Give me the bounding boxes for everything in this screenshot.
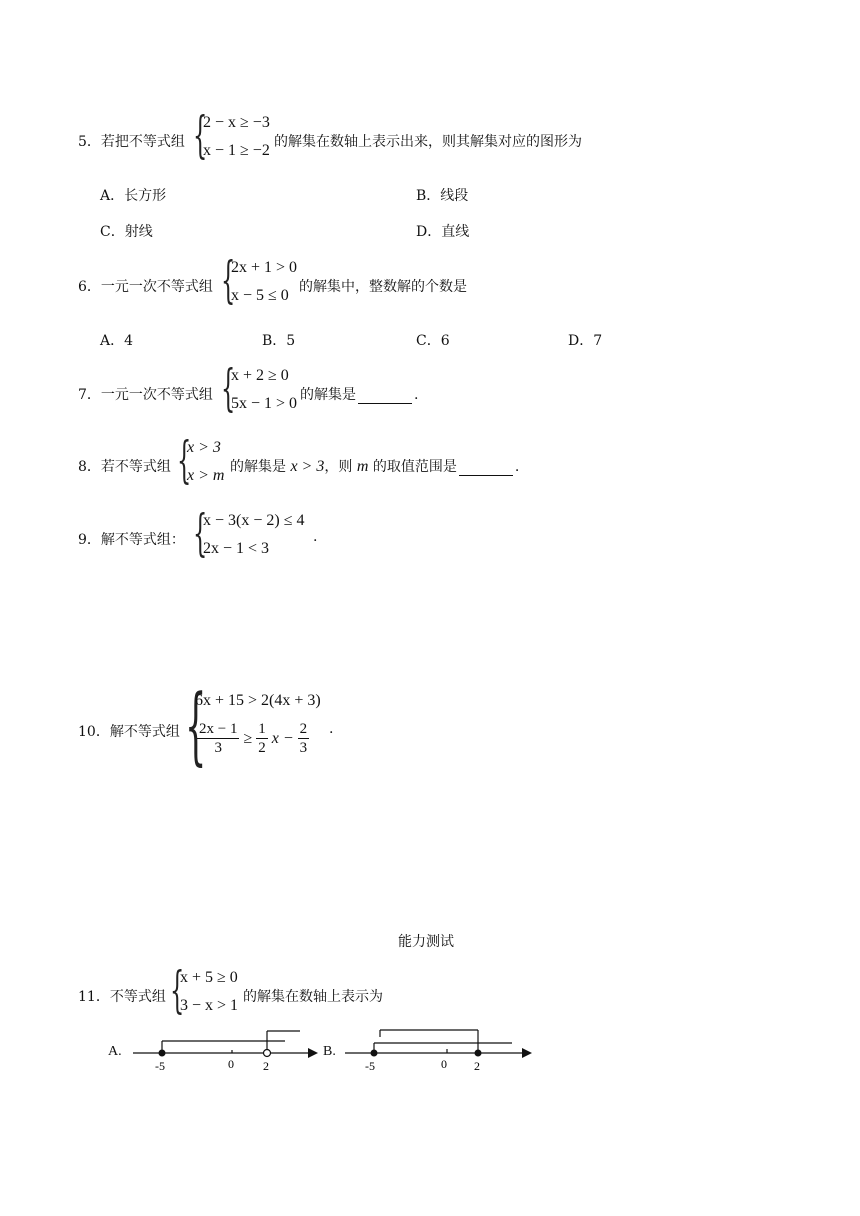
q11-sys-line2: 3 − x > 1 [180, 997, 239, 1014]
q11-option-b-numberline[interactable] [340, 1028, 540, 1076]
q8-suffix: 的取值范围是 [372, 459, 457, 475]
q6-option-b[interactable]: B．5 [262, 333, 296, 349]
q10-sys-line2: $\frac{2x - 1}{3}$ ≥ $\frac{1}{2}$ x − $\frac{2}{3}$ [199, 721, 308, 756]
q11-sys-line1: x + 5 ≥ 0 [180, 969, 238, 986]
q8-sys-line2: x > m [187, 467, 225, 484]
tick-label-2: 2 [263, 1059, 269, 1073]
solid-dot-icon [159, 1050, 166, 1057]
brace-icon: { [170, 961, 185, 1019]
q11-prefix: 11．不等式组 [78, 989, 166, 1005]
q5-prefix: 5．若把不等式组 [78, 134, 185, 150]
q10-prefix: 10．解不等式组 [78, 724, 180, 740]
q9-sys-line2: 2x − 1 < 3 [203, 540, 270, 557]
brace-icon: { [177, 431, 192, 489]
tick-label-neg5: -5 [365, 1059, 375, 1073]
q9-sys-line1: x − 3(x − 2) ≤ 4 [203, 512, 305, 529]
q8-mid-math: x > 3 [290, 458, 325, 475]
q6-option-c[interactable]: C．6 [416, 333, 450, 349]
q5-option-b[interactable]: B．线段 [416, 188, 469, 204]
q11-option-b-label[interactable]: B. [323, 1044, 336, 1059]
q6-sys-line2: x − 5 ≤ 0 [231, 287, 289, 304]
section-title: 能力测试 [398, 934, 454, 950]
q8-end: . [514, 459, 520, 475]
q7-sys-line1: x + 2 ≥ 0 [231, 367, 289, 384]
q6-suffix: 的解集中，整数解的个数是 [299, 279, 467, 295]
q6-option-d[interactable]: D．7 [568, 333, 603, 349]
q7-prefix: 7．一元一次不等式组 [78, 387, 213, 403]
q7-suffix: 的解集是 [300, 387, 356, 403]
q9-end: . [313, 529, 318, 545]
q11-option-a-label[interactable]: A. [108, 1044, 122, 1059]
q6-sys-line1: 2x + 1 > 0 [231, 259, 298, 276]
q8-answer-blank[interactable] [459, 461, 513, 476]
q8-mid2: ，则 [324, 459, 353, 475]
q5-option-d[interactable]: D．直线 [416, 224, 470, 240]
q8-prefix: 8．若不等式组 [78, 459, 171, 475]
q5-sys-line2: x − 1 ≥ −2 [203, 142, 270, 159]
q6-option-a[interactable]: A．4 [100, 333, 134, 349]
hollow-dot-icon [264, 1050, 271, 1057]
q7-answer-blank[interactable] [358, 389, 412, 404]
solid-dot-icon [475, 1050, 482, 1057]
q7-suffix-row [300, 384, 418, 404]
solid-dot-icon [371, 1050, 378, 1057]
tick-label-neg5: -5 [155, 1059, 165, 1073]
q8-mid1: 的解集是 [230, 459, 286, 475]
fraction: $\frac{2x - 1}{3}$ [199, 721, 238, 756]
q11-suffix: 的解集在数轴上表示为 [243, 989, 383, 1005]
q8-sys-line1: x > 3 [187, 439, 221, 456]
tick-label-0: 0 [228, 1057, 234, 1071]
q9-prefix: 9．解不等式组： [78, 532, 185, 548]
arrow-icon [308, 1048, 318, 1058]
brace-icon: { [221, 251, 236, 309]
brace-icon: { [185, 676, 207, 774]
q11-option-a-numberline[interactable] [125, 1028, 325, 1076]
q8-suffix-row [230, 456, 519, 476]
fraction-half: $\frac{1}{2}$ [258, 721, 266, 756]
fraction-two-thirds: $\frac{2}{3}$ [299, 721, 308, 756]
q10-sys-line1: 6x + 15 > 2(4x + 3) [195, 692, 321, 709]
tick-label-0: 0 [441, 1057, 447, 1071]
brace-icon: { [193, 106, 208, 164]
brace-icon: { [221, 359, 236, 417]
q5-sys-line1: 2 − x ≥ −3 [203, 114, 270, 131]
arrow-icon [522, 1048, 532, 1058]
q5-option-a[interactable]: A．长方形 [100, 188, 167, 204]
q7-sys-line2: 5x − 1 > 0 [231, 395, 298, 412]
brace-icon: { [193, 504, 208, 562]
q5-option-c[interactable]: C．射线 [100, 224, 153, 240]
q8-mid-var: m [356, 458, 369, 475]
q6-prefix: 6．一元一次不等式组 [78, 279, 213, 295]
q7-end: . [414, 387, 419, 403]
q5-suffix: 的解集在数轴上表示出来，则其解集对应的图形为 [274, 134, 582, 150]
q10-end: . [329, 721, 334, 737]
tick-label-2: 2 [474, 1059, 480, 1073]
